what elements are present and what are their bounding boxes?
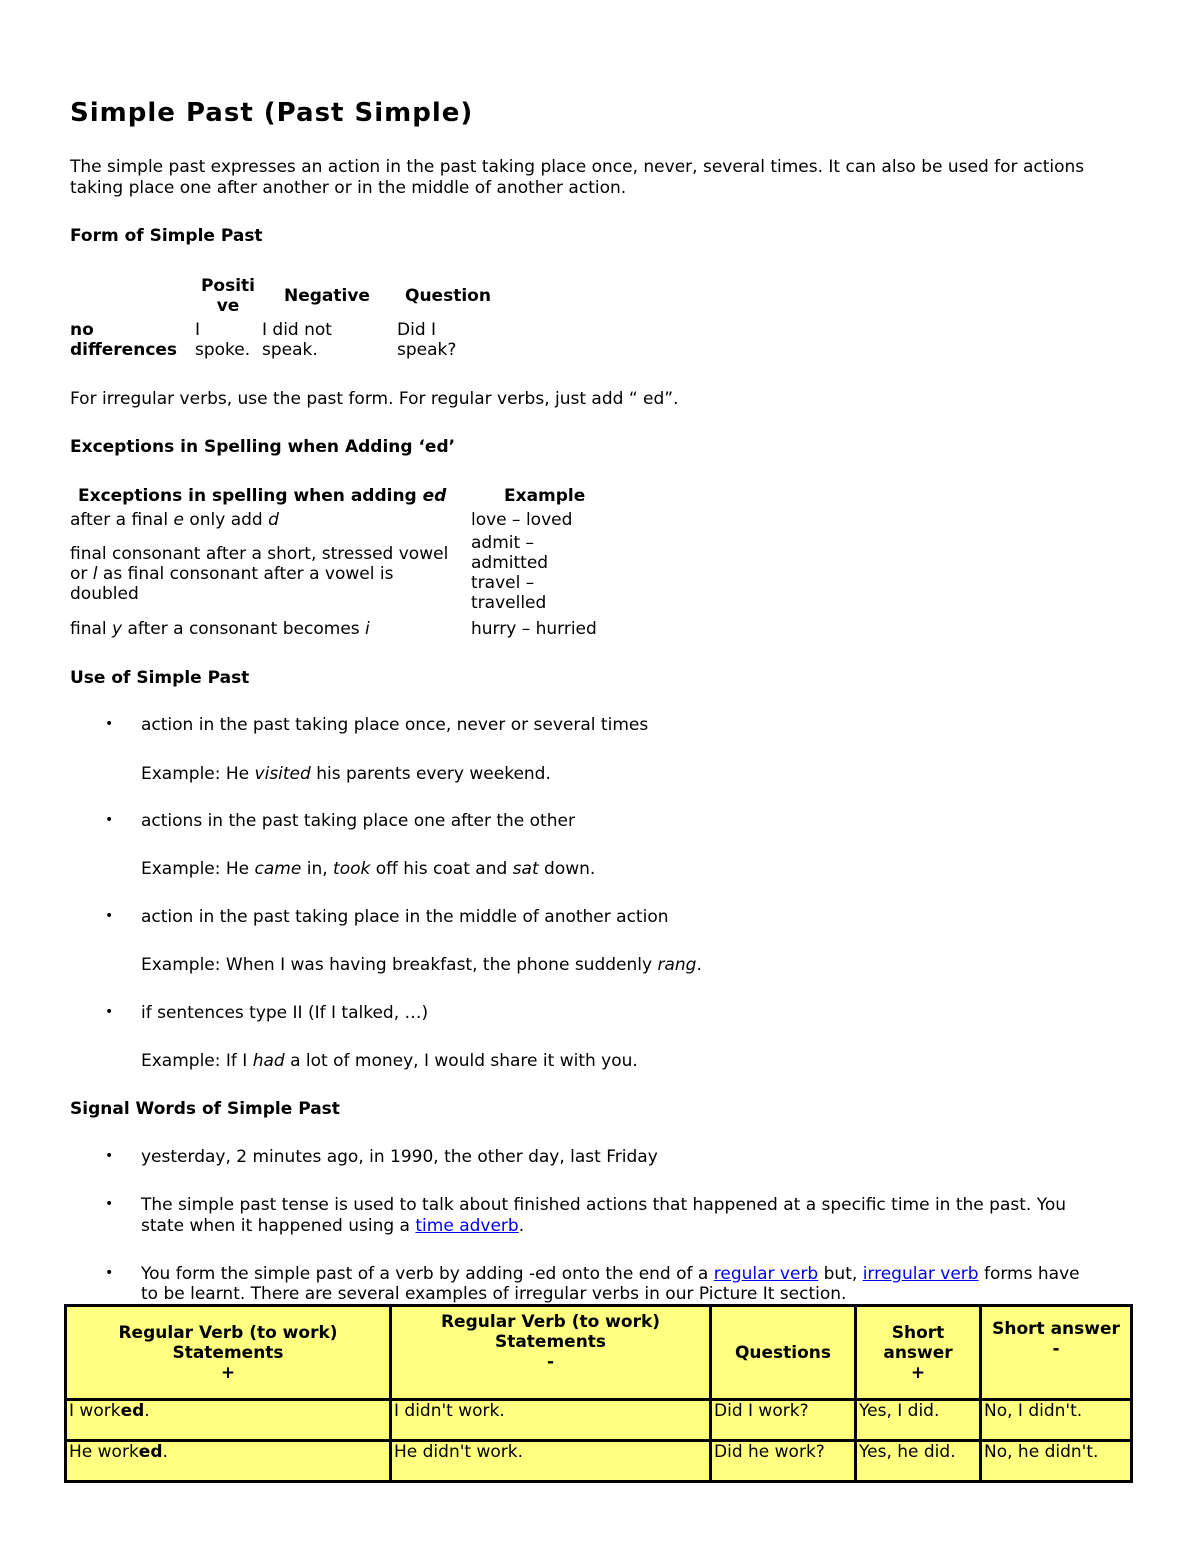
header-text: Questions bbox=[734, 1342, 832, 1363]
cell-text: or bbox=[70, 564, 93, 584]
use-example bbox=[141, 955, 702, 976]
time-adverb-link[interactable]: time adverb bbox=[415, 1216, 519, 1236]
signal-text bbox=[141, 1216, 1066, 1237]
use-example bbox=[141, 764, 551, 785]
form-col-positive bbox=[194, 276, 262, 316]
header-negative-statements bbox=[391, 1306, 711, 1400]
cell-text: differences bbox=[70, 340, 178, 360]
cell-text-em: e bbox=[173, 510, 184, 530]
cell-text-em: i bbox=[365, 619, 370, 639]
signal-text: to be learnt. There are several examples of irregular verbs in our Picture It section. bbox=[141, 1284, 847, 1304]
form-heading: Form of Simple Past bbox=[70, 226, 263, 246]
plus-sign: + bbox=[910, 1362, 926, 1383]
minus-sign: - bbox=[1052, 1339, 1060, 1359]
regular-verb-link[interactable]: regular verb bbox=[713, 1264, 819, 1284]
form-cell-negative bbox=[262, 320, 332, 360]
table-cell bbox=[66, 1400, 391, 1441]
header-text: answer bbox=[883, 1342, 953, 1363]
bullet-icon: • bbox=[105, 1148, 114, 1164]
bullet-icon: • bbox=[105, 1004, 114, 1020]
cell-text-em: d bbox=[268, 510, 279, 530]
cell-text: travelled bbox=[471, 593, 547, 613]
cell-text: I did not bbox=[262, 320, 332, 340]
header-text: Statements bbox=[494, 1332, 607, 1352]
use-item: action in the past taking place once, never or several times bbox=[141, 715, 649, 735]
cell-text-em: l bbox=[92, 564, 98, 584]
cell-text: final consonant after a short, stressed vowel bbox=[70, 544, 449, 564]
table-cell: I didn't work. bbox=[391, 1400, 711, 1441]
table-cell: Yes, I did. bbox=[856, 1400, 981, 1441]
intro-paragraph bbox=[70, 157, 1084, 199]
example-row-1: love – loved bbox=[471, 510, 573, 530]
form-cell-question bbox=[397, 320, 456, 360]
table-cell: Yes, he did. bbox=[856, 1441, 981, 1482]
cell-text bbox=[70, 564, 448, 584]
irregular-verb-link[interactable]: irregular verb bbox=[862, 1264, 979, 1284]
cell-text: Did I bbox=[397, 320, 437, 340]
example-text: off his coat and bbox=[370, 859, 513, 879]
table-cell: Did he work? bbox=[711, 1441, 856, 1482]
example-verb: sat bbox=[512, 859, 539, 879]
header-text: Regular Verb (to work) bbox=[118, 1322, 338, 1343]
cell-text: admit – bbox=[471, 533, 535, 553]
intro-line: The simple past expresses an action in the past taking place once, never, several times. It can also be used for actions bbox=[70, 157, 1085, 177]
cell-text: speak? bbox=[397, 340, 457, 360]
example-text: Example: He bbox=[141, 764, 255, 784]
cell-text-ending: ed bbox=[138, 1442, 163, 1462]
use-example bbox=[141, 1051, 638, 1072]
cell-text: after a final bbox=[70, 510, 174, 530]
cell-text-em: y bbox=[112, 619, 123, 639]
example-text: Example: He bbox=[141, 859, 255, 879]
table-cell: Did I work? bbox=[711, 1400, 856, 1441]
intro-line: taking place one after another or in the middle of another action. bbox=[70, 178, 627, 198]
form-col-negative: Negative bbox=[284, 286, 370, 306]
table-row bbox=[66, 1441, 1132, 1482]
header-positive-statements bbox=[66, 1306, 391, 1400]
signal-item bbox=[141, 1195, 1066, 1237]
use-item: actions in the past taking place one after the other bbox=[141, 811, 575, 831]
signal-text: state when it happened using a bbox=[141, 1216, 416, 1236]
bullet-icon: • bbox=[105, 1265, 114, 1281]
signal-text: You form the simple past of a verb by adding -ed onto the end of a bbox=[141, 1264, 714, 1284]
example-verb: took bbox=[333, 859, 371, 879]
form-row-label bbox=[70, 320, 177, 360]
cell-text: I bbox=[195, 320, 201, 340]
cell-text: after a consonant becomes bbox=[122, 619, 366, 639]
irregular-note: For irregular verbs, use the past form. For regular verbs, just add “ ed”. bbox=[70, 389, 679, 409]
example-verb: had bbox=[252, 1051, 285, 1071]
example-text: Example: When I was having breakfast, the phone suddenly bbox=[141, 955, 658, 975]
cell-text-ending: ed bbox=[120, 1401, 145, 1421]
example-text: Example: If I bbox=[141, 1051, 253, 1071]
table-cell: No, I didn't. bbox=[981, 1400, 1132, 1441]
example-text: in, bbox=[301, 859, 334, 879]
cell-text: final bbox=[70, 619, 113, 639]
header-text: Exceptions in spelling when adding bbox=[78, 486, 423, 506]
header-questions bbox=[711, 1306, 856, 1400]
example-verb: rang bbox=[657, 955, 697, 975]
header-short-answer-negative bbox=[981, 1306, 1132, 1400]
table-header-row bbox=[66, 1306, 1132, 1400]
example-text: a lot of money, I would share it with you. bbox=[284, 1051, 638, 1071]
header-text: Short answer bbox=[992, 1319, 1120, 1339]
table-cell: He didn't work. bbox=[391, 1441, 711, 1482]
signal-item: yesterday, 2 minutes ago, in 1990, the other day, last Friday bbox=[141, 1147, 658, 1167]
cell-text: admitted bbox=[471, 553, 549, 573]
signal-text bbox=[141, 1264, 1080, 1285]
header-text: Statements bbox=[172, 1342, 284, 1363]
signal-text: but, bbox=[818, 1264, 863, 1284]
minus-sign: - bbox=[546, 1352, 555, 1372]
exception-row-3 bbox=[70, 619, 370, 639]
header-text: ve bbox=[216, 296, 240, 316]
regular-verb-table bbox=[64, 1304, 1133, 1483]
example-text: down. bbox=[538, 859, 596, 879]
cell-text: . bbox=[144, 1401, 150, 1421]
table-cell: No, he didn't. bbox=[981, 1441, 1132, 1482]
example-row-3: hurry – hurried bbox=[471, 619, 597, 639]
bullet-icon: • bbox=[105, 1196, 114, 1212]
cell-text: He work bbox=[69, 1442, 139, 1462]
cell-text: only add bbox=[183, 510, 269, 530]
cell-text: I work bbox=[69, 1401, 121, 1421]
cell-text: spoke. bbox=[195, 340, 251, 360]
exceptions-heading: Exceptions in Spelling when Adding ‘ed’ bbox=[70, 437, 456, 457]
example-col-header: Example bbox=[504, 486, 586, 506]
signal-text: . bbox=[518, 1216, 525, 1236]
signal-text: forms have bbox=[978, 1264, 1080, 1284]
header-text: Short bbox=[891, 1322, 945, 1343]
example-text: his parents every weekend. bbox=[310, 764, 551, 784]
example-row-2 bbox=[471, 533, 548, 613]
plus-sign: + bbox=[220, 1362, 236, 1383]
signal-item bbox=[141, 1264, 1080, 1304]
use-example bbox=[141, 859, 595, 880]
cell-text: doubled bbox=[70, 584, 139, 604]
cell-text: travel – bbox=[471, 573, 535, 593]
header-short-answer-positive bbox=[856, 1306, 981, 1400]
header-text: Positi bbox=[200, 276, 256, 296]
exceptions-col-header bbox=[78, 486, 446, 506]
use-item: action in the past taking place in the middle of another action bbox=[141, 907, 669, 927]
form-col-question: Question bbox=[405, 286, 491, 306]
bullet-icon: • bbox=[105, 716, 114, 732]
example-verb: visited bbox=[254, 764, 311, 784]
header-text: Regular Verb (to work) bbox=[440, 1312, 661, 1332]
cell-text: as final consonant after a vowel is bbox=[97, 564, 394, 584]
exception-row-2 bbox=[70, 544, 448, 604]
page-title: Simple Past (Past Simple) bbox=[70, 98, 474, 128]
use-heading: Use of Simple Past bbox=[70, 668, 250, 688]
exception-row-1 bbox=[70, 510, 279, 530]
cell-text: speak. bbox=[262, 340, 318, 360]
bullet-icon: • bbox=[105, 812, 114, 828]
form-cell-positive bbox=[195, 320, 250, 360]
cell-text: . bbox=[162, 1442, 168, 1462]
example-verb: came bbox=[254, 859, 302, 879]
bullet-icon: • bbox=[105, 908, 114, 924]
table-cell bbox=[66, 1441, 391, 1482]
signal-heading: Signal Words of Simple Past bbox=[70, 1099, 340, 1119]
signal-text: The simple past tense is used to talk about finished actions that happened at a specific time in the past. You bbox=[141, 1195, 1067, 1215]
use-item: if sentences type II (If I talked, …) bbox=[141, 1003, 429, 1023]
table-row bbox=[66, 1400, 1132, 1441]
example-text: . bbox=[696, 955, 702, 975]
cell-text: no bbox=[70, 320, 94, 340]
header-text-em: ed bbox=[422, 486, 447, 506]
